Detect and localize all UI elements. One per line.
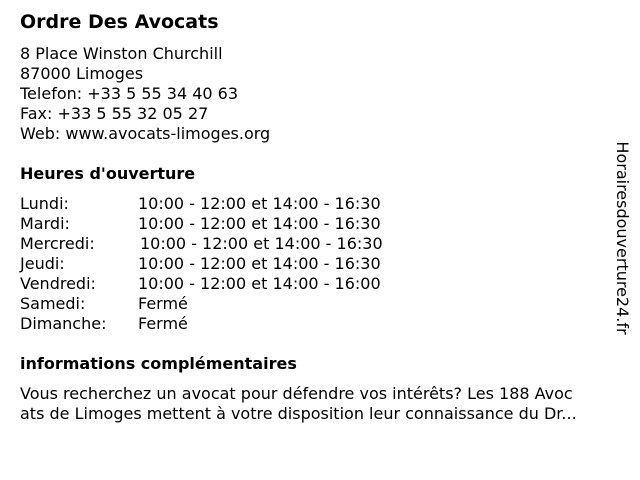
hours-row-saturday [20,294,460,314]
address-street: 8 Place Winston Churchill [20,44,223,63]
time-value: 10:00 - 12:00 et 14:00 - 16:30 [138,214,381,233]
time-value: 10:00 - 12:00 et 14:00 - 16:30 [138,254,381,273]
info-line-2: ats de Limoges mettent à votre disposition leur connaissance du Dr... [20,404,577,423]
hours-row-sunday [20,314,460,334]
day-label: Vendredi: [20,274,96,293]
business-name: Ordre Des Avocats [20,11,219,33]
address-city: 87000 Limoges [20,64,144,83]
site-watermark: Horairesdouverture24.fr [613,141,632,335]
additional-info-heading: informations complémentaires [20,354,297,373]
day-label: Mercredi: [20,234,95,253]
hours-row-thursday [20,254,460,274]
phone-number: Telefon: +33 5 55 34 40 63 [20,84,239,103]
hours-row-wednesday [20,234,460,254]
hours-row-monday [20,194,460,214]
hours-row-friday [20,274,460,294]
time-value: 10:00 - 12:00 et 14:00 - 16:30 [138,194,381,213]
fax-number: Fax: +33 5 55 32 05 27 [20,104,209,123]
address-block [20,44,270,144]
time-value: Fermé [138,294,188,313]
day-label: Mardi: [20,214,70,233]
info-line-1: Vous recherchez un avocat pour défendre vos intérêts? Les 188 Avoc [20,384,573,403]
opening-hours-heading: Heures d'ouverture [20,164,196,183]
time-value: 10:00 - 12:00 et 14:00 - 16:00 [138,274,381,293]
time-value: 10:00 - 12:00 et 14:00 - 16:30 [140,234,383,253]
day-label: Samedi: [20,294,86,313]
additional-info-text [20,384,625,424]
opening-hours-table [20,194,460,334]
time-value: Fermé [138,314,188,333]
day-label: Jeudi: [20,254,65,273]
website: Web: www.avocats-limoges.org [20,124,271,143]
day-label: Lundi: [20,194,69,213]
hours-row-tuesday [20,214,460,234]
day-label: Dimanche: [20,314,107,333]
